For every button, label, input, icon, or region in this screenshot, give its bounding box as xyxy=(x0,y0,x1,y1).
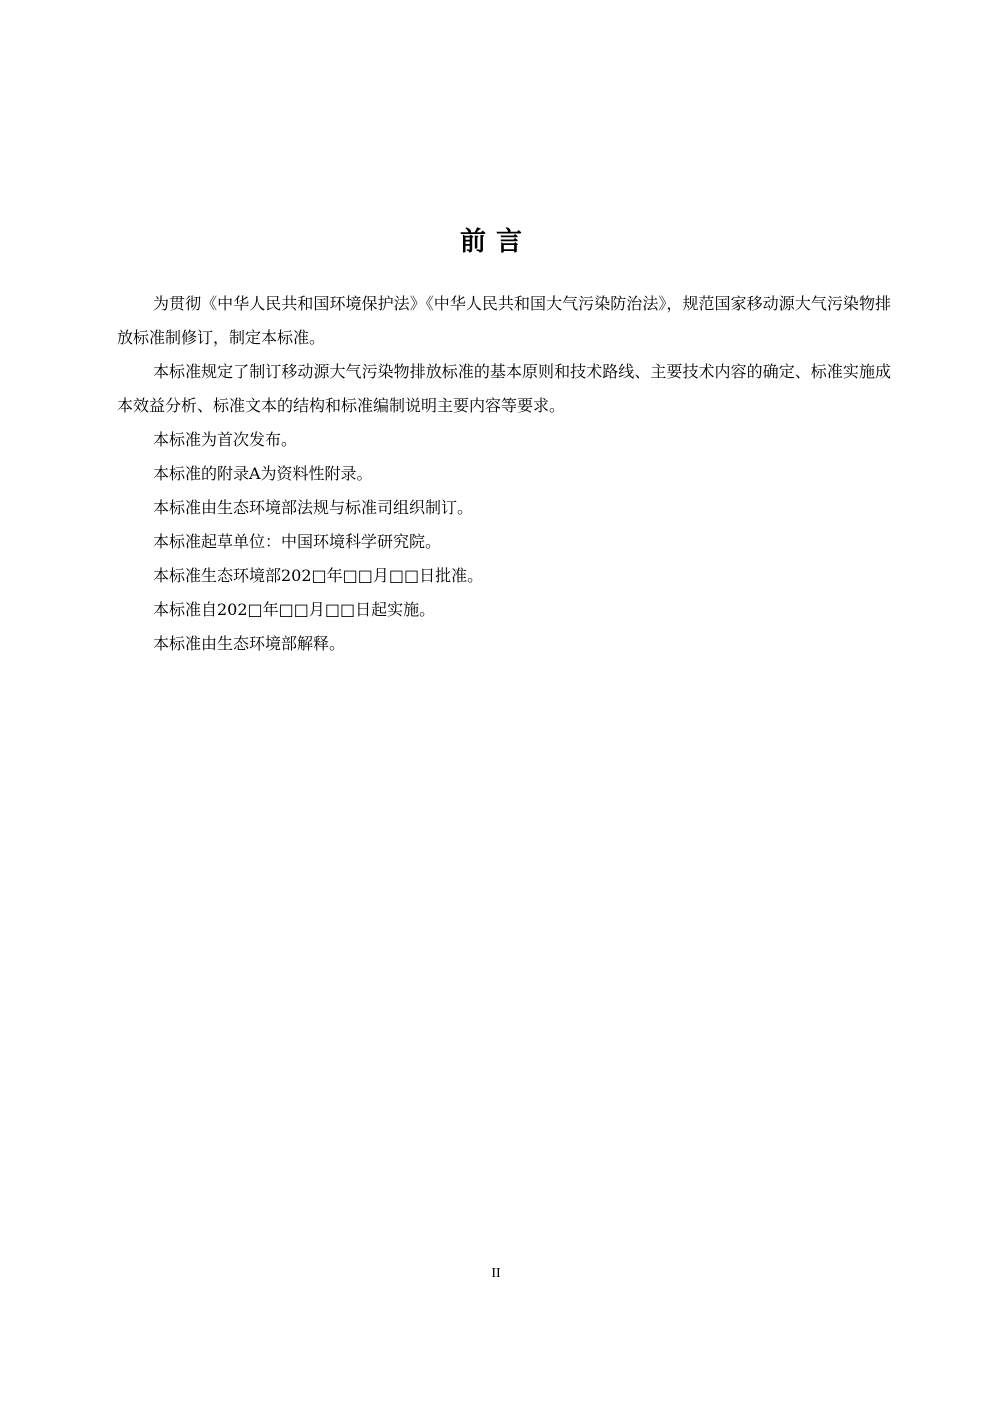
paragraph-appendix: 本标准的附录A为资料性附录。 xyxy=(153,464,373,483)
paragraph-organizer: 本标准由生态环境部法规与标准司组织制订。 xyxy=(153,498,474,517)
paragraph-effective-date: 本标准自202□年□□月□□日起实施。 xyxy=(153,600,436,619)
paragraph-purpose: 为贯彻《中华人民共和国环境保护法》《中华人民共和国大气污染防治法》，规范国家移动源大气污染物排放标准制修订，制定本标准。 xyxy=(117,294,891,347)
paragraph-approval-date: 本标准生态环境部202□年□□月□□日批准。 xyxy=(153,566,484,585)
paragraph-drafter: 本标准起草单位：中国环境科学研究院。 xyxy=(153,532,442,551)
page-number: II xyxy=(491,1266,501,1281)
paragraph-first-release: 本标准为首次发布。 xyxy=(153,430,298,449)
paragraph-interpretation: 本标准由生态环境部解释。 xyxy=(153,634,346,653)
document-title: 前言 xyxy=(459,227,532,257)
paragraph-scope: 本标准规定了制订移动源大气污染物排放标准的基本原则和技术路线、主要技术内容的确定、标准实施成本效益分析、标准文本的结构和标准编制说明主要内容等要求。 xyxy=(117,362,891,415)
foreword-body xyxy=(117,287,891,661)
